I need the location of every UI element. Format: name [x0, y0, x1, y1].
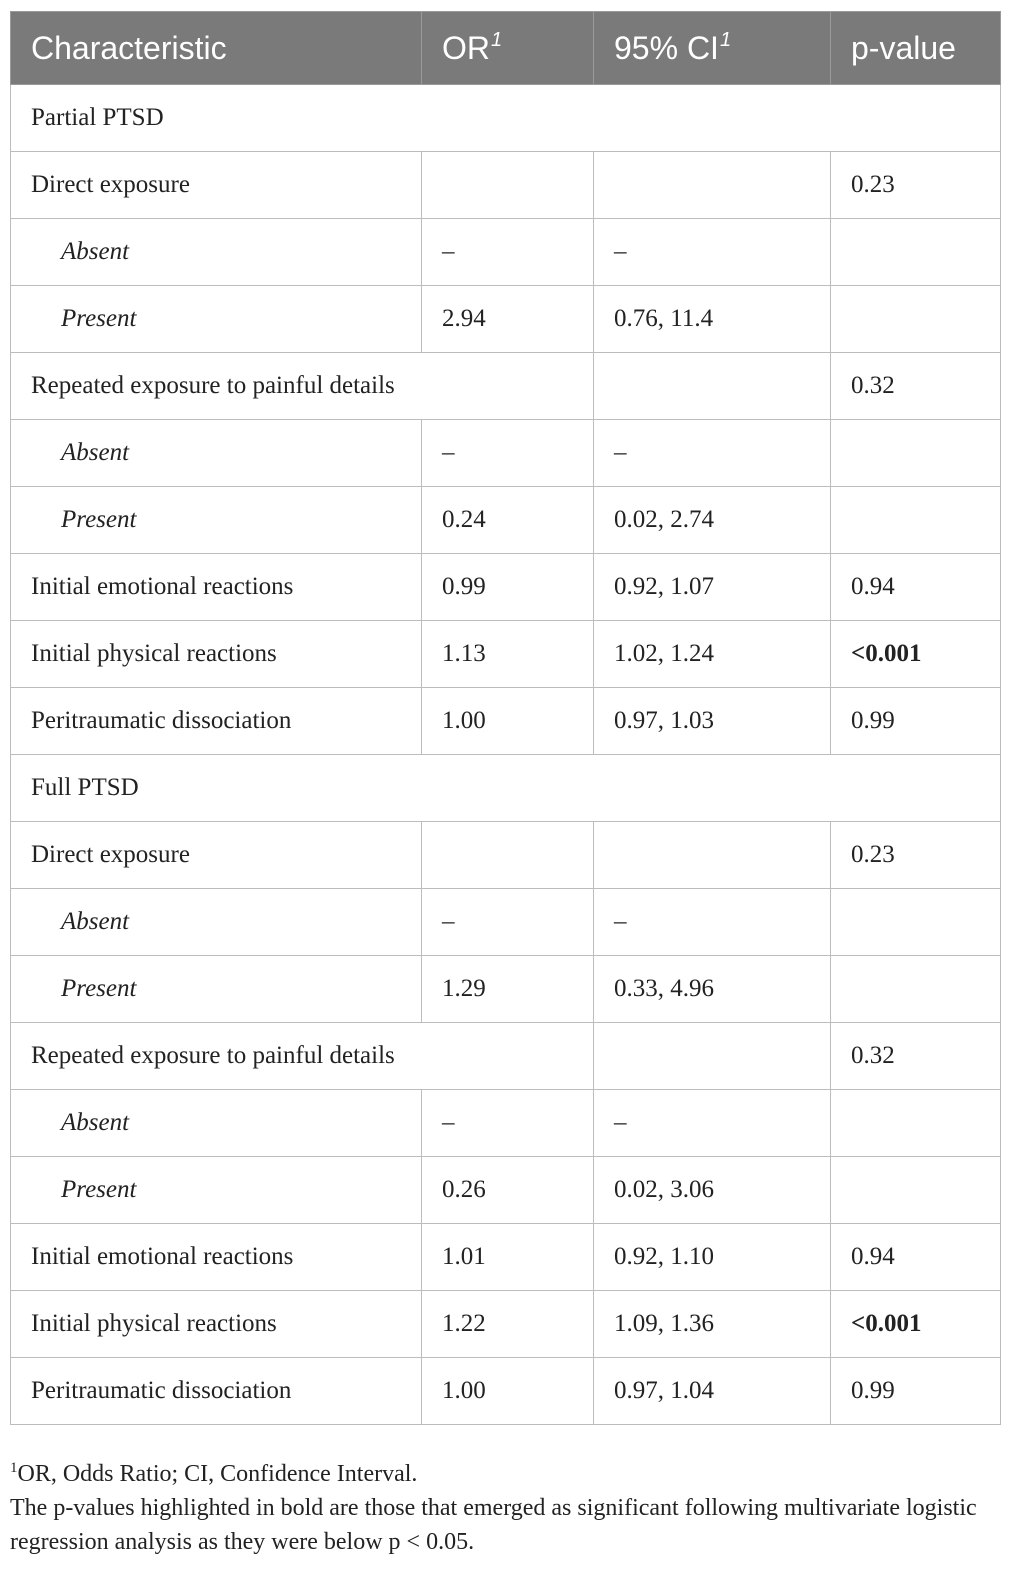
footnote-abbreviations: $^1$OR, Odds Ratio; CI, Confidence Interval.	[10, 1460, 418, 1487]
or-cell: 1.22	[422, 1291, 594, 1358]
characteristic-cell: Repeated exposure to painful details	[11, 1023, 594, 1090]
pvalue-cell: 0.32	[831, 1023, 1001, 1090]
table-row	[11, 1090, 1001, 1157]
or-cell: 1.13	[422, 621, 594, 688]
ci-cell: 0.02, 2.74	[594, 487, 831, 554]
table-row	[11, 1224, 1001, 1291]
ci-cell	[594, 152, 831, 219]
pvalue-cell: 0.23	[831, 822, 1001, 889]
ci-cell	[594, 1023, 831, 1090]
or-cell: –	[422, 889, 594, 956]
pvalue-cell	[831, 1090, 1001, 1157]
results-table	[10, 11, 1001, 1425]
ci-cell: –	[594, 1090, 831, 1157]
section-row	[11, 85, 1001, 152]
table-footnotes	[10, 1457, 1010, 1559]
table-row	[11, 956, 1001, 1023]
table-row	[11, 487, 1001, 554]
ci-cell: 0.92, 1.07	[594, 554, 831, 621]
table-row	[11, 353, 1001, 420]
ci-cell: 0.97, 1.04	[594, 1358, 831, 1425]
pvalue-cell	[831, 487, 1001, 554]
ci-cell: 0.97, 1.03	[594, 688, 831, 755]
table-row	[11, 219, 1001, 286]
or-cell: 2.94	[422, 286, 594, 353]
characteristic-cell: Repeated exposure to painful details	[11, 353, 594, 420]
or-cell: 1.01	[422, 1224, 594, 1291]
or-cell: 0.99	[422, 554, 594, 621]
or-cell: 1.00	[422, 1358, 594, 1425]
ci-cell: –	[594, 889, 831, 956]
section-label: Full PTSD	[11, 755, 1001, 822]
ci-cell: 1.09, 1.36	[594, 1291, 831, 1358]
characteristic-cell: Initial physical reactions	[11, 621, 422, 688]
characteristic-cell: Initial emotional reactions	[11, 554, 422, 621]
table-row	[11, 889, 1001, 956]
header-ci-footnote-marker: 1	[719, 28, 732, 51]
table-body	[11, 85, 1001, 1425]
header-or-footnote-marker: 1	[491, 28, 503, 51]
or-cell: –	[422, 420, 594, 487]
characteristic-cell: Present	[11, 286, 422, 353]
section-row	[11, 755, 1001, 822]
table-row	[11, 152, 1001, 219]
table-row	[11, 420, 1001, 487]
or-cell: –	[422, 219, 594, 286]
characteristic-cell: Absent	[11, 219, 422, 286]
characteristic-cell: Direct exposure	[11, 152, 422, 219]
pvalue-cell: 0.94	[831, 1224, 1001, 1291]
section-label: Partial PTSD	[11, 85, 1001, 152]
footnote-significance-note: The p-values highlighted in bold are those that emerged as significant following multivariate logistic regression analysis as they were below p < 0.05.	[10, 1495, 977, 1555]
pvalue-cell: 0.32	[831, 353, 1001, 420]
footnote-marker: 1	[10, 1460, 18, 1476]
characteristic-cell: Peritraumatic dissociation	[11, 1358, 422, 1425]
or-cell: 0.26	[422, 1157, 594, 1224]
pvalue-cell: 0.94	[831, 554, 1001, 621]
ci-cell	[594, 353, 831, 420]
characteristic-cell: Peritraumatic dissociation	[11, 688, 422, 755]
or-cell: –	[422, 1090, 594, 1157]
characteristic-cell: Initial physical reactions	[11, 1291, 422, 1358]
table-header	[11, 12, 1001, 85]
header-ci: 95% $CI^1$	[594, 12, 831, 85]
table-row	[11, 688, 1001, 755]
characteristic-cell: Present	[11, 1157, 422, 1224]
header-or: $OR^1$	[422, 12, 594, 85]
or-cell: 1.00	[422, 688, 594, 755]
or-cell	[422, 822, 594, 889]
header-row	[11, 12, 1001, 85]
pvalue-cell	[831, 1157, 1001, 1224]
characteristic-cell: Initial emotional reactions	[11, 1224, 422, 1291]
characteristic-cell: Absent	[11, 420, 422, 487]
pvalue-cell: <0.001	[831, 621, 1001, 688]
characteristic-cell: Present	[11, 487, 422, 554]
header-characteristic: Characteristic	[11, 12, 422, 85]
or-cell: 0.24	[422, 487, 594, 554]
table-row	[11, 822, 1001, 889]
pvalue-cell	[831, 420, 1001, 487]
pvalue-cell	[831, 219, 1001, 286]
ci-cell: 0.92, 1.10	[594, 1224, 831, 1291]
ci-cell: 0.33, 4.96	[594, 956, 831, 1023]
characteristic-cell: Present	[11, 956, 422, 1023]
table-row	[11, 1358, 1001, 1425]
table-row	[11, 554, 1001, 621]
or-cell	[422, 152, 594, 219]
table-row	[11, 1291, 1001, 1358]
or-cell: 1.29	[422, 956, 594, 1023]
pvalue-cell	[831, 889, 1001, 956]
table-row	[11, 1023, 1001, 1090]
characteristic-cell: Absent	[11, 889, 422, 956]
characteristic-cell: Direct exposure	[11, 822, 422, 889]
ci-cell	[594, 822, 831, 889]
pvalue-cell	[831, 956, 1001, 1023]
header-pvalue: p-value	[831, 12, 1001, 85]
pvalue-cell: <0.001	[831, 1291, 1001, 1358]
pvalue-cell: 0.99	[831, 688, 1001, 755]
pvalue-cell: 0.23	[831, 152, 1001, 219]
pvalue-cell: 0.99	[831, 1358, 1001, 1425]
table-row	[11, 1157, 1001, 1224]
table-row	[11, 621, 1001, 688]
characteristic-cell: Absent	[11, 1090, 422, 1157]
ci-cell: 0.76, 11.4	[594, 286, 831, 353]
ci-cell: –	[594, 219, 831, 286]
pvalue-cell	[831, 286, 1001, 353]
ci-cell: –	[594, 420, 831, 487]
ci-cell: 0.02, 3.06	[594, 1157, 831, 1224]
ci-cell: 1.02, 1.24	[594, 621, 831, 688]
table-row	[11, 286, 1001, 353]
